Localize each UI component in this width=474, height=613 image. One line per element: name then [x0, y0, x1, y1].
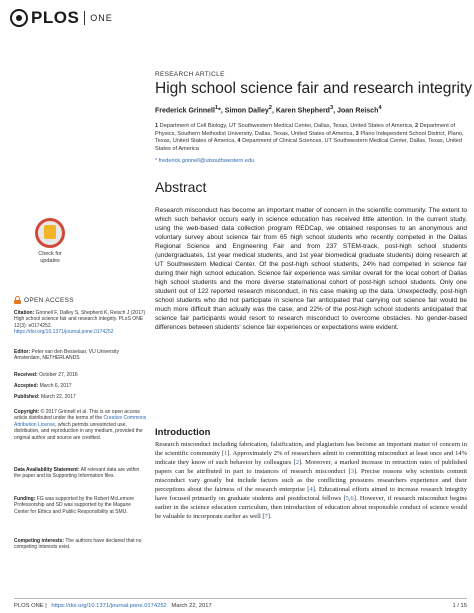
corresponding-email[interactable]: * frederick.grinnell@utsouthwestern.edu: [155, 158, 255, 164]
introduction-heading: Introduction: [155, 427, 211, 438]
funding-block: Funding: FG was supported by the Robert McLemore Professorship and SD was supported by the Maguire Center for Ethics and Public Responsibility at SMU.: [14, 496, 135, 515]
citation-doi-link[interactable]: https://doi.org/10.1371/journal.pone.0174252: [14, 329, 114, 336]
received-block: Received: October 27, 2016: [14, 372, 78, 378]
footer-divider: [14, 598, 467, 599]
published-block: Published: March 22, 2017: [14, 394, 76, 400]
crossmark-icon: [35, 218, 65, 248]
plos-one-logo[interactable]: [10, 8, 113, 28]
copyright-block: Copyright: © 2017 Grinnell et al. This is an open access article distributed under the terms of the Creative Commons Attribution License, which permits unrestricted use, distribution, and reproduction in any medium, provided the original author and source are credited.: [14, 409, 147, 441]
author-list: Frederick Grinnell$^1$*, Simon Dalley$^2$, Karen Shepherd$^3$, Joan Reisch$^4$: [155, 105, 382, 115]
affiliations: 1 Department of Cell Biology, UT Southwestern Medical Center, Dallas, Texas, United States of America, 2 Department of Physics, Southern Methodist University, Dallas, Texas, United States of America, 3 Plano Independent School District, Plano, Texas, United States of America, 4 Department of Clinical Sciences, UT Southwestern Medical Center, Dallas, Texas, United States of America: [155, 123, 464, 152]
logo-word: PLOS: [31, 8, 80, 27]
footer-date: March 22, 2017: [171, 603, 212, 609]
editor-block: Editor: Peter van den Besselaar, VU University Amsterdam, NETHERLANDS: [14, 349, 120, 362]
citation-block: Citation: Grinnell F, Dalley S, Shepherd K, Reisch J (2017) High school science fair and research integrity. PLoS ONE 12(3): e0174252. https://doi.org/10.1371/journal.pone.0174252: [14, 310, 146, 336]
article-type: RESEARCH ARTICLE: [155, 71, 225, 78]
article-title: High school science fair and research integrity: [155, 80, 473, 97]
open-access-label: OPEN ACCESS: [14, 296, 74, 304]
check-for-updates-label: Check for updates: [38, 251, 62, 264]
page-footer: [14, 603, 467, 609]
logo-divider: [84, 11, 85, 25]
abstract-heading: Abstract: [155, 179, 207, 195]
logo-journal: ONE: [90, 13, 113, 23]
open-access-lock-icon: [14, 296, 21, 304]
page-number: 1 / 15: [452, 603, 467, 609]
check-for-updates-badge[interactable]: [31, 218, 69, 265]
plos-logo-icon: [10, 9, 28, 27]
data-availability-block: Data Availability Statement: All relevant data are within the paper and its Supporting Information files.: [14, 467, 140, 480]
abstract-text: Research misconduct has become an important matter of concern in the scientific community. The extent to which such behavior occurs early in science education has received little attention. In the current study, using the web-based data collection program REDCap, we obtained responses to an anonymous and voluntary survey about science fair from 65 high school students who recently competed in the Dallas Regional Science and Engineering Fair and from 237 STEM-track, post-high school students (undergraduates, 1st year medical students, and 1st year biomedical graduate students) doing research at UT Southwestern Medical Center. Of the post-high school students, 24% had competed in science fair during their high school education. Science fair experience was similar overall for the local cohort of Dallas high school students and the more diverse state/national cohort of post-high school students. Only one student out of 122 reported research misconduct, in his case making up the data. Unexpectedly, post-high school students who did not participate in science fair anticipated that carrying out science fair would be much more difficult than actually was the case, and 22% of the post-high school students anticipated that science fair participants would resort to research misconduct to overcome obstacles. No gender-based differences between students' science fair experiences or expectations were evident.: [155, 207, 467, 331]
footer-journal: PLOS ONE |: [14, 603, 47, 609]
introduction-text: Research misconduct including fabrication, falsification, and plagiarism has become an important matter of concern in the scientific community [1]. Approximately 2% of researchers admit to committing misconduct at least once and 14% indicate they know of such behavior by colleagues [2]. Moreover, a marked increase in retraction rates of published papers can be attributed in part to instances of research misconduct [3]. Precise reasons why scientists commit misconduct vary greatly but include factors such as the conflicting pressures researchers experience and their perceptions about the fairness of the research enterprise [4]. Educational efforts aimed to increase research integrity have focused primarily on graduate students and postdoctoral fellows [5,6]. However, if research misconduct begins earlier in the science education curriculum, then introduction of education about responsible conduct of science would be valuable to incorporate earlier as well [7].: [155, 441, 468, 520]
cc-license-link[interactable]: Creative Commons Attribution License: [14, 415, 147, 428]
footer-doi-link[interactable]: https://doi.org/10.1371/journal.pone.0174252: [51, 603, 167, 609]
competing-interests-block: Competing interests: The authors have declared that no competing interests exist.: [14, 538, 142, 551]
accepted-block: Accepted: March 6, 2017: [14, 383, 72, 389]
